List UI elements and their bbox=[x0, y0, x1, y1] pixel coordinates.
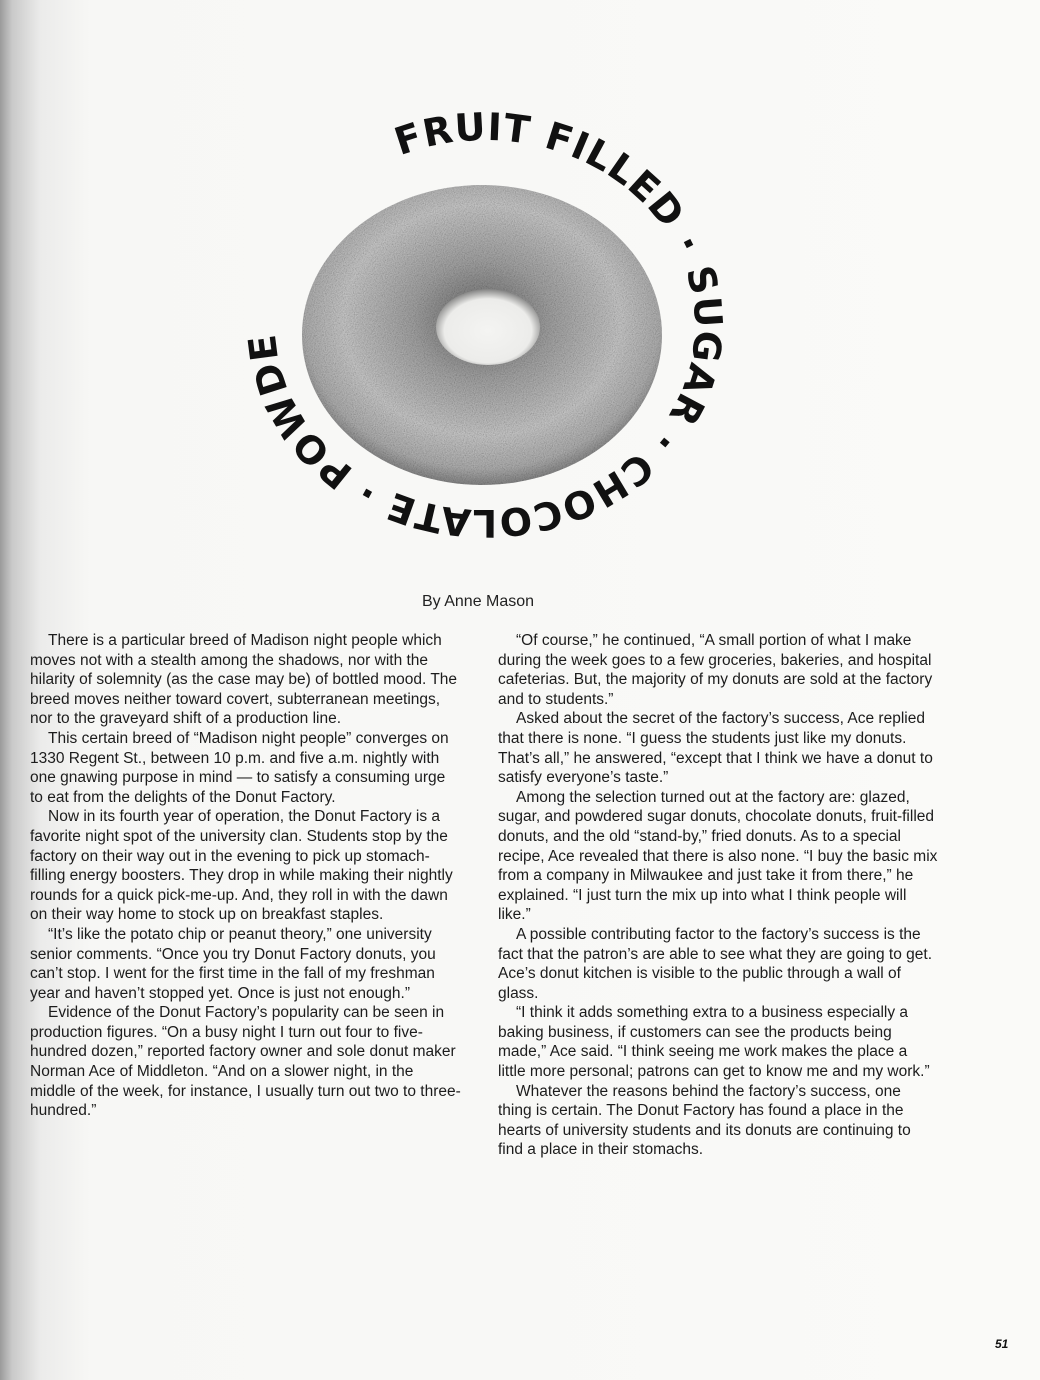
paragraph: Now in its fourth year of operation, the Donut Factory is a favorite night spot of the university clan. Students stop by the factory on their way out in the evening to pick up stomach-filling energy boosters. They drop in while making their nightly rounds for a quick pick-me-up. And, they roll in with the dawn on their way home to stock up on breakfast staples. bbox=[30, 808, 453, 924]
donut-hole bbox=[436, 289, 540, 365]
article-column-right bbox=[498, 631, 938, 1160]
paragraph: A possible contributing factor to the factory’s success is the fact that the patron’s are able to see what they are going to get. Ace’s donut kitchen is visible to the public through a wall of glass. bbox=[498, 925, 932, 1002]
donut-drawing bbox=[220, 110, 750, 570]
paragraph: “Of course,” he continued, “A small portion of what I make during the week goes to a few groceries, bakeries, and hospital cafeterias. But, the majority of my donuts are sold at the factory and to students.” bbox=[498, 632, 933, 708]
paragraph: Asked about the secret of the factory’s success, Ace replied that there is none. “I guess the students just like my donuts. That’s all,” he answered, “except that I think we have a donut to satisfy everyone’s taste.” bbox=[498, 710, 933, 787]
paragraph: “It’s like the potato chip or peanut theory,” one university senior comments. “Once you try Donut Factory donuts, you can’t stop. I went for the first time in the fall of my freshman year and haven’t stopped yet. Once is just not enough.” bbox=[30, 925, 436, 1002]
article-column-left bbox=[30, 631, 462, 1121]
paragraph: This certain breed of “Madison night people” converges on 1330 Regent St., between 10 p.m. and five a.m. nightly with one gnawing purpose in mind — to satisfy a consuming urge to eat from the delights of the Donut Factory. bbox=[30, 729, 449, 806]
paragraph: There is a particular breed of Madison night people which moves not with a stealth among the shadows, nor with the hilarity of solemnity (as the case may be) of bottled mood. The breed moves neither toward covert, subterranean meetings, nor to the graveyard shift of a production line. bbox=[30, 632, 458, 728]
donut-illustration bbox=[220, 110, 750, 570]
page-number: 51 bbox=[995, 1337, 1009, 1351]
paragraph: “I think it adds something extra to a business especially a baking business, if customers can see the products being made,” Ace said. “I think seeing me work makes the place a little more personal; patrons can get to know me and my work.” bbox=[498, 1004, 930, 1081]
byline: By Anne Mason bbox=[422, 593, 535, 610]
paragraph: Whatever the reasons behind the factory’s success, one thing is certain. The Donut Factory has found a place in the hearts of university students and its donuts are continuing to find a place in their stomachs. bbox=[498, 1082, 911, 1159]
donut-ring-text: FRUIT FILLED · SUGAR · CHOCOLATE · POWDE bbox=[239, 110, 731, 546]
paragraph: Evidence of the Donut Factory’s popularity can be seen in production figures. “On a busy night I turn out four to five-hundred dozen,” reported factory owner and sole donut maker Norman Ace of Middleton. “And on a slower night, in the middle of the week, for instance, I usually turn out two to three-hundred.” bbox=[30, 1004, 461, 1120]
paragraph: Among the selection turned out at the factory are: glazed, sugar, and powdered sugar donuts, chocolate donuts, fruit-filled donuts, and the old “stand-by,” fried donuts. As to a special recipe, Ace revealed that there is also none. “I buy the basic mix from a company in Milwaukee and just take it from there,” he explained. “I just turn the mix up into what I think people will like.” bbox=[498, 788, 938, 924]
